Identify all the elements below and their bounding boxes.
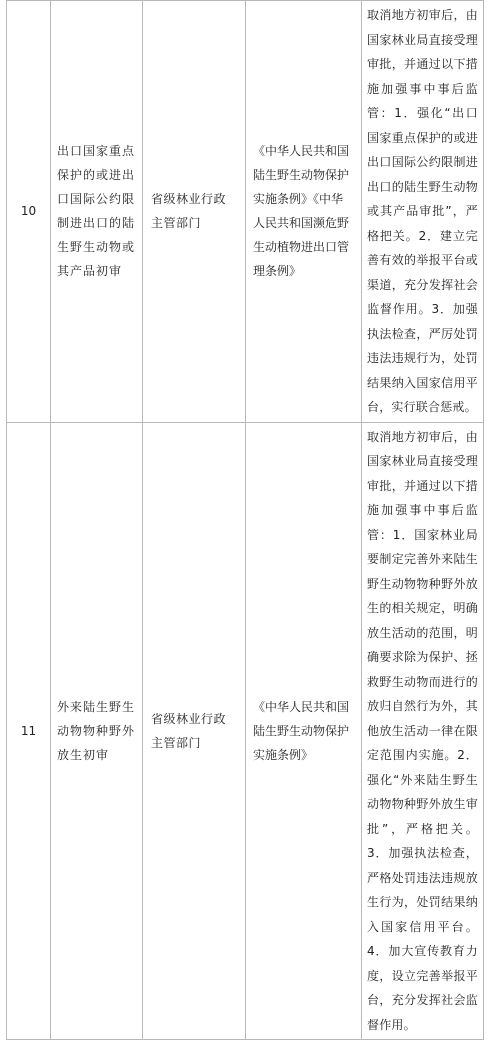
row-number: 11	[7, 422, 51, 1040]
legal-basis: 《中华人民共和国陆生野生动物保护实施条例》	[246, 422, 362, 1040]
department: 省级林业行政主管部门	[143, 1, 246, 423]
row-number: 10	[7, 1, 51, 423]
table-row	[7, 422, 484, 1040]
item-name: 出口国家重点保护的或进出口国际公约限制进出口的陆生野生动物或其产品初审	[51, 1, 143, 423]
item-name: 外来陆生野生动物物种野外放生初审	[51, 422, 143, 1040]
supervision-measures: 取消地方初审后，由国家林业局直接受理审批，并通过以下措施加强事中事后监管：1．强化“出口国家重点保护的或进出口国际公约限制进出口的陆生野生动物或其产品审批”，严格把关。2．建立完善有效的举报平台或渠道，充分发挥社会监督作用。3．加强执法检查，严厉处罚违法违规行为，处罚结果纳入国家信用平台，实行联合惩戒。	[362, 1, 484, 423]
approval-items-table	[6, 0, 484, 1040]
supervision-measures: 取消地方初审后，由国家林业局直接受理审批，并通过以下措施加强事中事后监管：1．国家林业局要制定完善外来陆生野生动物物种野外放生的相关规定，明确放生活动的范围，明确要求除为保护、拯救野生动物而进行的放归自然行为外，其他放生活动一律在限定范围内实施。2．强化“外来陆生野生动物物种野外放生审批”，严格把关。3．加强执法检查，严格处罚违法违规放生行为，处罚结果纳入国家信用平台。4．加大宣传教育力度，设立完善举报平台，充分发挥社会监督作用。	[362, 422, 484, 1040]
department: 省级林业行政主管部门	[143, 422, 246, 1040]
table-row	[7, 1, 484, 423]
legal-basis: 《中华人民共和国陆生野生动物保护实施条例》《中华人民共和国濒危野生动植物进出口管理条例》	[246, 1, 362, 423]
